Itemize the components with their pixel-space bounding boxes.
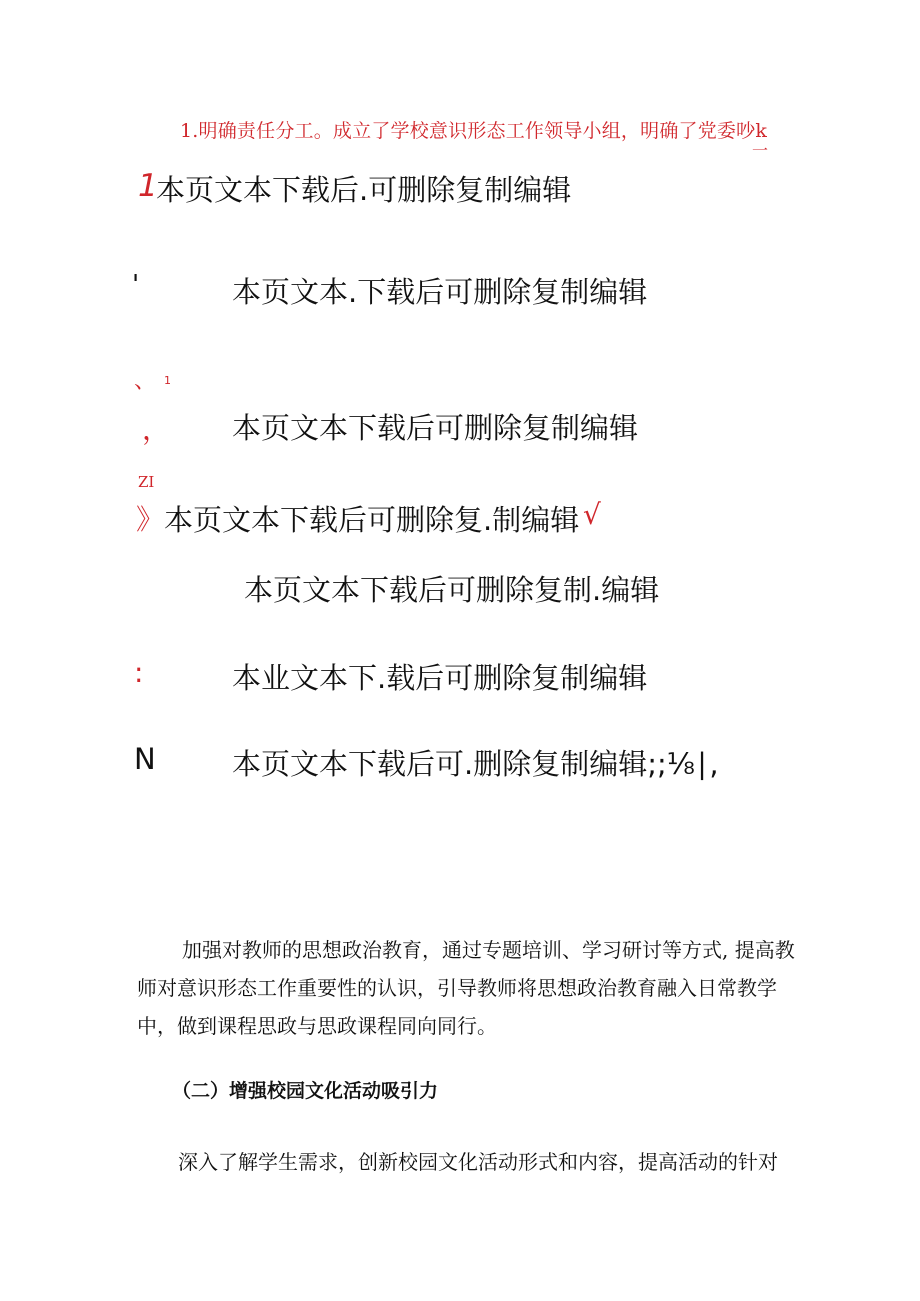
para1-line2: 师对意识形态工作重要性的认识，引导教师将思想政治教育融入日常教学 (137, 976, 777, 1000)
row3-prefix: ， (142, 413, 171, 446)
top-red-dash: 一 (752, 141, 769, 160)
row4-prefix: 》 (136, 503, 165, 536)
row6-prefix: : (134, 656, 144, 689)
row6-text: 本业文本下.载后可删除复制编辑 (232, 661, 648, 695)
row3-mark-comma: 、 (134, 369, 157, 394)
row2-prefix: ' (132, 270, 140, 300)
row7-prefix: N (134, 742, 156, 776)
top-red-note: 1.明确责任分工。成立了学校意识形态工作领导小组，明确了党委吵k (180, 120, 768, 142)
row3-text: 本页文本下载后可删除复制编辑 (232, 411, 639, 445)
row1-prefix: 1 (138, 168, 158, 204)
row1-text: 本页文本下载后.可删除复制编辑 (156, 173, 572, 207)
para1-line3: 中，做到课程思政与思政课程同向同行。 (137, 1014, 497, 1038)
row4-suffix: √ (583, 498, 601, 531)
para2-line1: 深入了解学生需求，创新校园文化活动形式和内容，提高活动的针对 (178, 1150, 778, 1174)
section-heading: （二）增强校园文化活动吸引力 (172, 1080, 439, 1102)
row5-text: 本页文本下载后可删除复制.编辑 (244, 573, 660, 607)
row3-mark-small: 1 (164, 374, 171, 387)
row2-text: 本页文本.下载后可删除复制编辑 (232, 275, 648, 309)
row7-text: 本页文本下载后可.删除复制编辑;;⅛∣, (232, 747, 719, 781)
row4-mark-zi: ZI (138, 473, 155, 491)
row4-text: 本页文本下载后可删除复.制编辑 (164, 503, 580, 537)
para1-line1: 加强对教师的思想政治教育，通过专题培训、学习研讨等方式, 提高教 (182, 938, 795, 962)
